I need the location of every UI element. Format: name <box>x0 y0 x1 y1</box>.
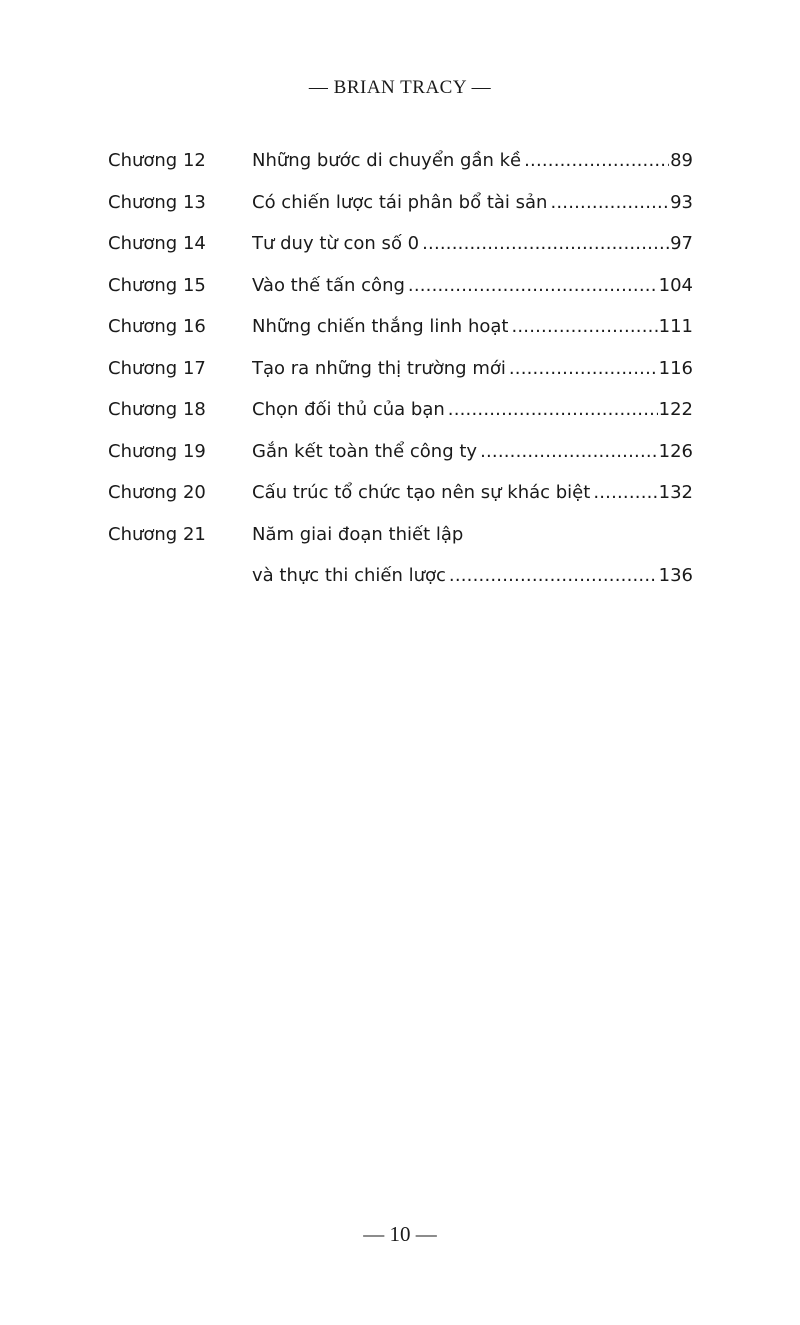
chapter-label: Chương 16 <box>108 316 206 337</box>
toc-entry-line <box>252 271 693 301</box>
chapter-label: Chương 18 <box>108 399 206 420</box>
chapter-page-number: 93 <box>670 191 693 213</box>
chapter-title: Tư duy từ con số 0 <box>252 233 420 254</box>
chapter-label: Chương 15 <box>108 274 206 296</box>
dot-leader <box>509 354 658 384</box>
toc-entry-line <box>252 312 693 342</box>
toc-entry-line <box>252 437 693 467</box>
chapter-title-continued: và thực thi chiến lược <box>252 565 446 586</box>
toc-entry <box>0 354 800 396</box>
chapter-title: Những bước di chuyển gần kề <box>252 150 522 171</box>
toc-entry <box>0 395 800 437</box>
chapter-page-number: 136 <box>658 565 693 586</box>
dot-leader <box>480 437 658 467</box>
chapter-label: Chương 12 <box>108 150 206 171</box>
dot-leader <box>524 146 669 176</box>
toc-entry-continuation <box>0 561 800 603</box>
dot-leader <box>593 478 657 508</box>
toc-entry <box>0 478 800 520</box>
chapter-page-number: 122 <box>658 399 693 420</box>
chapter-label: Chương 20 <box>108 482 206 503</box>
chapter-title: Cấu trúc tổ chức tạo nên sự khác biệt <box>252 482 591 503</box>
toc-entry <box>0 520 800 562</box>
toc-entry-line <box>252 395 693 425</box>
dot-leader <box>448 395 658 425</box>
chapter-title: Gắn kết toàn thể công ty <box>252 440 478 462</box>
toc-entry-line <box>252 229 693 259</box>
chapter-page-number: 126 <box>658 440 693 462</box>
chapter-label: Chương 19 <box>108 440 206 462</box>
toc-entry <box>0 437 800 479</box>
chapter-label: Chương 14 <box>108 233 206 254</box>
chapter-page-number: 132 <box>658 482 693 503</box>
dot-leader <box>422 229 669 259</box>
dot-leader <box>449 561 658 591</box>
toc-entry <box>0 229 800 271</box>
chapter-label: Chương 17 <box>108 357 206 379</box>
table-of-contents <box>0 146 800 603</box>
toc-entry <box>0 146 800 188</box>
toc-entry-line <box>252 146 693 176</box>
chapter-title: Vào thế tấn công <box>252 274 405 296</box>
running-head: — BRIAN TRACY — <box>308 77 492 98</box>
chapter-page-number: 97 <box>670 233 693 254</box>
chapter-title: Chọn đối thủ của bạn <box>252 399 445 420</box>
chapter-title: Năm giai đoạn thiết lập <box>252 523 464 545</box>
chapter-title: Tạo ra những thị trường mới <box>252 357 506 379</box>
chapter-page-number: 104 <box>658 274 693 296</box>
chapter-page-number: 111 <box>658 316 693 337</box>
toc-entry-line <box>252 188 693 218</box>
dot-leader <box>408 271 658 301</box>
toc-entry-line <box>252 354 693 384</box>
chapter-page-number: 89 <box>670 150 693 171</box>
chapter-page-number: 116 <box>658 357 693 379</box>
chapter-title: Có chiến lược tái phân bổ tài sản <box>252 191 548 213</box>
dot-leader <box>550 188 669 218</box>
toc-entry <box>0 188 800 230</box>
chapter-label: Chương 13 <box>108 191 206 213</box>
toc-entry <box>0 271 800 313</box>
chapter-label: Chương 21 <box>108 523 206 545</box>
toc-entry-line <box>252 561 693 591</box>
page-number: — 10 — <box>363 1222 437 1246</box>
toc-entry-line <box>252 520 693 550</box>
chapter-title: Những chiến thắng linh hoạt <box>252 316 509 337</box>
toc-entry <box>0 312 800 354</box>
toc-entry-line <box>252 478 693 508</box>
dot-leader <box>511 312 657 342</box>
